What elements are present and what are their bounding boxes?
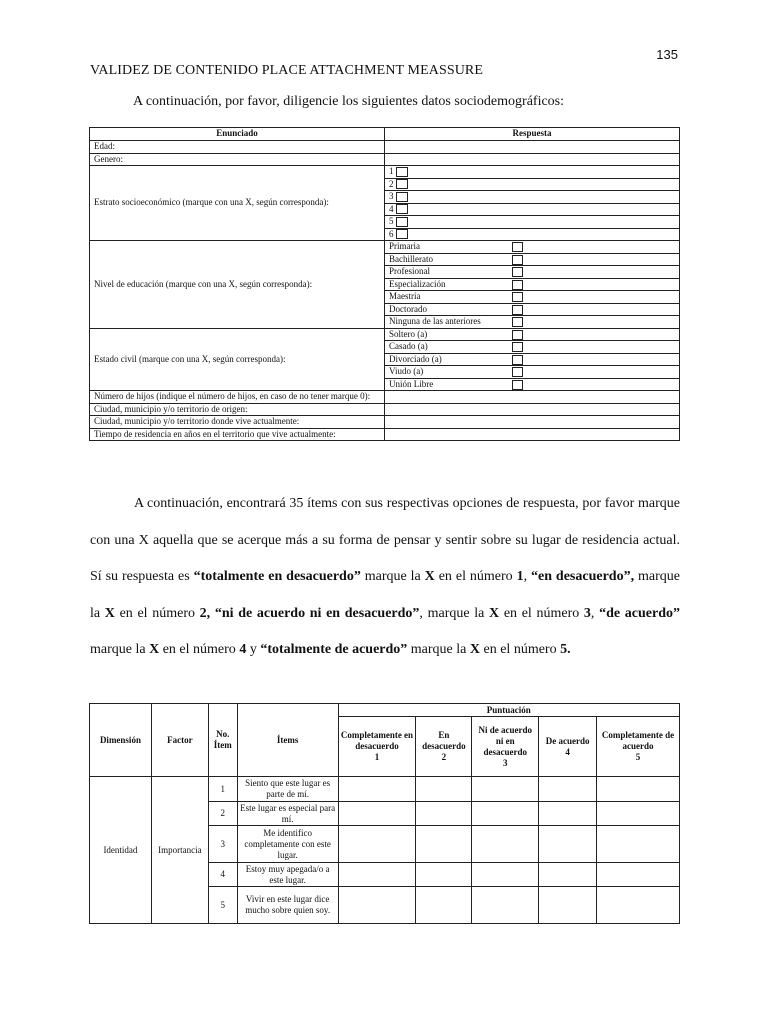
score-cell[interactable] (338, 826, 416, 863)
score-cell[interactable] (338, 777, 416, 802)
header-items: Ítems (237, 704, 338, 777)
tiempo-answer[interactable] (385, 428, 680, 441)
checkbox[interactable] (512, 267, 523, 277)
item-text: Estoy muy apegada/o a este lugar. (237, 863, 338, 887)
header-dimension: Dimensión (90, 704, 152, 777)
checkbox[interactable] (512, 305, 523, 315)
header-no-item: No. Ítem (208, 704, 237, 777)
checkbox[interactable] (512, 255, 523, 265)
score-cell[interactable] (597, 887, 680, 924)
scale-header: Completamente en desacuerdo 1 (338, 717, 416, 777)
checkbox[interactable] (512, 280, 523, 290)
score-cell[interactable] (416, 777, 472, 802)
civil-option[interactable]: Viudo (a) (385, 366, 680, 379)
checkbox[interactable] (396, 167, 408, 177)
header-enunciado: Enunciado (90, 128, 385, 141)
score-cell[interactable] (416, 863, 472, 887)
checkbox[interactable] (512, 317, 523, 327)
score-cell[interactable] (416, 802, 472, 826)
item-number: 5 (208, 887, 237, 924)
document-title: VALIDEZ DE CONTENIDO PLACE ATTACHMENT MEASSURE (90, 63, 484, 78)
score-cell[interactable] (338, 887, 416, 924)
genero-label: Genero: (90, 153, 385, 166)
factor-cell: Importancia (151, 777, 208, 924)
estrato-option[interactable]: 3 (385, 191, 680, 204)
hijos-label: Número de hijos (indique el número de hijos, en caso de no tener marque 0): (90, 391, 385, 404)
origen-answer[interactable] (385, 403, 680, 416)
scale-header: Ni de acuerdo ni en desacuerdo 3 (472, 717, 539, 777)
score-cell[interactable] (597, 802, 680, 826)
checkbox[interactable] (512, 367, 523, 377)
genero-answer[interactable] (385, 153, 680, 166)
item-number: 3 (208, 826, 237, 863)
header-factor: Factor (151, 704, 208, 777)
hijos-answer[interactable] (385, 391, 680, 404)
score-cell[interactable] (338, 863, 416, 887)
estrato-option[interactable]: 2 (385, 178, 680, 191)
score-cell[interactable] (472, 863, 539, 887)
edad-answer[interactable] (385, 141, 680, 154)
checkbox[interactable] (512, 242, 523, 252)
score-cell[interactable] (597, 863, 680, 887)
header-respuesta: Respuesta (385, 128, 680, 141)
educacion-option[interactable]: Ninguna de las anteriores (385, 316, 680, 329)
educacion-label: Nivel de educación (marque con una X, según corresponda): (90, 241, 385, 329)
score-cell[interactable] (338, 802, 416, 826)
score-cell[interactable] (597, 777, 680, 802)
score-cell[interactable] (472, 826, 539, 863)
score-cell[interactable] (539, 826, 597, 863)
educacion-option[interactable]: Primaria (385, 241, 680, 254)
item-number: 2 (208, 802, 237, 826)
score-cell[interactable] (472, 887, 539, 924)
estrato-option[interactable]: 4 (385, 203, 680, 216)
educacion-option[interactable]: Profesional (385, 266, 680, 279)
checkbox[interactable] (512, 330, 523, 340)
score-cell[interactable] (539, 863, 597, 887)
score-cell[interactable] (416, 826, 472, 863)
checkbox[interactable] (396, 192, 408, 202)
header-puntuacion: Puntuación (338, 704, 680, 717)
checkbox[interactable] (396, 217, 408, 227)
checkbox[interactable] (396, 179, 408, 189)
civil-option[interactable]: Divorciado (a) (385, 353, 680, 366)
civil-option[interactable]: Unión Libre (385, 378, 680, 391)
checkbox[interactable] (512, 380, 523, 390)
item-text: Me identifico completamente con este lugar. (237, 826, 338, 863)
checkbox[interactable] (396, 229, 408, 239)
scale-header: Completamente de acuerdo 5 (597, 717, 680, 777)
items-table (89, 703, 680, 924)
intro-text: A continuación, por favor, diligencie los siguientes datos sociodemográficos: (133, 94, 565, 109)
scale-header: En desacuerdo 2 (416, 717, 472, 777)
estrato-option[interactable]: 6 (385, 228, 680, 241)
item-text: Siento que este lugar es parte de mí. (237, 777, 338, 802)
estrato-option[interactable]: 5 (385, 216, 680, 229)
score-cell[interactable] (472, 802, 539, 826)
scale-header: De acuerdo 4 (539, 717, 597, 777)
civil-option[interactable]: Casado (a) (385, 341, 680, 354)
estrato-label: Estrato socioeconómico (marque con una X, según corresponda): (90, 166, 385, 241)
actual-label: Ciudad, municipio y/o territorio donde vive actualmente: (90, 416, 385, 429)
civil-option[interactable]: Soltero (a) (385, 328, 680, 341)
origen-label: Ciudad, municipio y/o territorio de origen: (90, 403, 385, 416)
civil-label: Estado civil (marque con una X, según corresponda): (90, 328, 385, 391)
item-number: 4 (208, 863, 237, 887)
checkbox[interactable] (512, 342, 523, 352)
tiempo-label: Tiempo de residencia en años en el territorio que vive actualmente: (90, 428, 385, 441)
estrato-option[interactable]: 1 (385, 166, 680, 179)
sociodemographic-table (89, 127, 680, 441)
item-text: Vivir en este lugar dice mucho sobre quien soy. (237, 887, 338, 924)
checkbox[interactable] (512, 355, 523, 365)
educacion-option[interactable]: Bachillerato (385, 253, 680, 266)
edad-label: Edad: (90, 141, 385, 154)
checkbox[interactable] (396, 204, 408, 214)
item-number: 1 (208, 777, 237, 802)
score-cell[interactable] (597, 826, 680, 863)
educacion-option[interactable]: Maestría (385, 291, 680, 304)
score-cell[interactable] (539, 887, 597, 924)
dimension-cell: Identidad (90, 777, 152, 924)
score-cell[interactable] (472, 777, 539, 802)
score-cell[interactable] (539, 802, 597, 826)
checkbox[interactable] (512, 292, 523, 302)
page-number: 135 (656, 47, 678, 62)
score-cell[interactable] (416, 887, 472, 924)
item-text: Este lugar es especial para mí. (237, 802, 338, 826)
instructions-paragraph: A continuación, encontrará 35 ítems con sus respectivas opciones de respuesta, por favor marque con una X aquella que se acerque más a su forma de pensar y sentir sobre su lugar de residencia actual. Sí su respuesta es “totalmente en desacuerdo” marque la X en el número 1, “en desacuerdo”, marque la X en el número 2, “ni de acuerdo ni en desacuerdo”, marque la X en el número 3, “de acuerdo” marque la X en el número 4 y “totalmente de acuerdo” marque la X en el número 5. (90, 496, 680, 657)
score-cell[interactable] (539, 777, 597, 802)
actual-answer[interactable] (385, 416, 680, 429)
educacion-option[interactable]: Especialización (385, 278, 680, 291)
educacion-option[interactable]: Doctorado (385, 303, 680, 316)
